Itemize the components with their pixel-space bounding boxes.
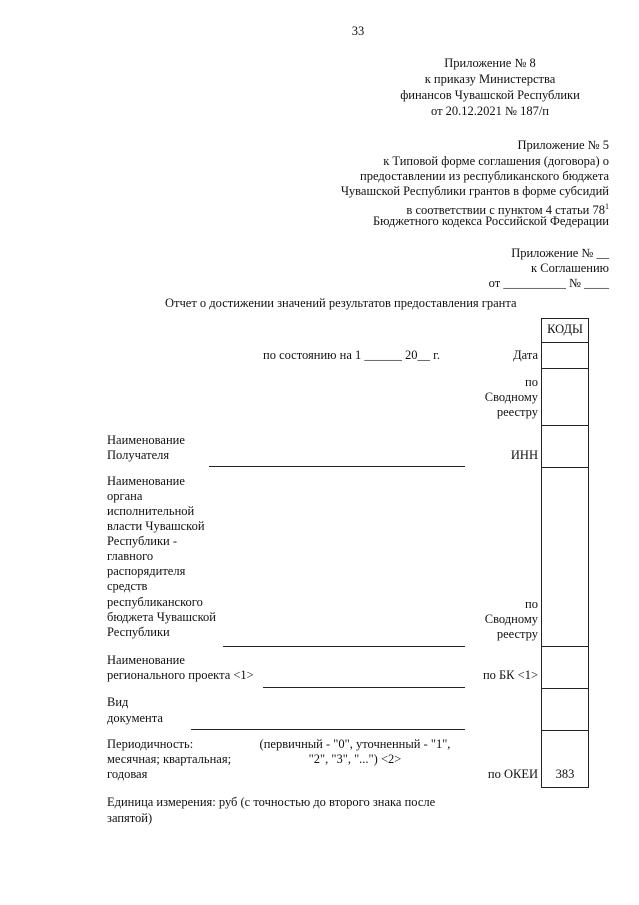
label-svod2-line1: по xyxy=(525,597,538,611)
superscript: 1 xyxy=(605,202,609,211)
appendix-8-line4: от 20.12.2021 № 187/п xyxy=(430,104,549,118)
recipient-label-2: Получателя xyxy=(107,448,170,462)
row-divider xyxy=(541,467,589,468)
appendix-5-line6: Бюджетного кодекса Российской Федерации xyxy=(373,214,609,228)
authority-label-4: власти Чувашской xyxy=(107,519,205,533)
authority-label-9: республиканского xyxy=(107,595,203,609)
row-divider xyxy=(541,730,589,731)
authority-label-1: Наименование xyxy=(107,474,185,488)
authority-label-6: главного xyxy=(107,549,154,563)
recipient-input-line[interactable] xyxy=(209,466,465,467)
doc-type-input-line[interactable] xyxy=(191,729,465,730)
authority-label-7: распорядителя xyxy=(107,564,186,578)
label-svod2-line2: Сводному xyxy=(484,612,538,626)
label-svod1-line2: Сводному xyxy=(484,390,538,404)
appendix-5-line2: к Типовой форме соглашения (договора) о xyxy=(383,154,609,168)
authority-label-10: бюджета Чувашской xyxy=(107,610,216,624)
doc-type-label-1: Вид xyxy=(107,695,129,709)
regional-project-label-2: регионального проекта <1> xyxy=(107,668,254,682)
doc-type-label-2: документа xyxy=(107,711,163,725)
periodicity-label-1: Периодичность: xyxy=(107,737,194,751)
label-bk: по БК <1> xyxy=(482,668,538,682)
agreement-line3: от __________ № ____ xyxy=(488,276,609,290)
authority-label-3: исполнительной xyxy=(107,504,195,518)
appendix-5-line4: Чувашской Республики грантов в форме субсидий xyxy=(340,184,609,198)
authority-label-2: органа xyxy=(107,489,143,503)
regional-project-input-line[interactable] xyxy=(263,687,465,688)
unit-line-2: запятой) xyxy=(107,811,153,825)
row-divider xyxy=(541,342,589,343)
label-svod1-line1: по xyxy=(525,375,538,389)
unit-line-1: Единица измерения: руб (с точностью до второго знака после xyxy=(107,795,436,809)
label-svod2-line3: реестру xyxy=(496,627,538,641)
periodicity-note-2: "2", "3", "...") <2> xyxy=(308,752,402,766)
codes-table-frame xyxy=(541,318,589,788)
regional-project-label-1: Наименование xyxy=(107,653,185,667)
row-divider xyxy=(541,368,589,369)
okei-code-value: 383 xyxy=(555,767,575,781)
label-okei: по ОКЕИ xyxy=(487,767,538,781)
periodicity-note-1: (первичный - "0", уточненный - "1", xyxy=(259,737,451,751)
codes-header: КОДЫ xyxy=(547,322,583,336)
authority-label-5: Республики - xyxy=(107,534,177,548)
row-divider xyxy=(541,688,589,689)
appendix-5-line3: предоставлении из республиканского бюджета xyxy=(360,169,609,183)
label-inn: ИНН xyxy=(510,448,538,462)
as-of-date: по состоянию на 1 ______ 20__ г. xyxy=(263,348,440,362)
appendix-8-line3: финансов Чувашской Республики xyxy=(400,88,580,102)
recipient-label-1: Наименование xyxy=(107,433,185,447)
authority-input-line[interactable] xyxy=(223,646,465,647)
report-title: Отчет о достижении значений результатов предоставления гранта xyxy=(165,296,517,310)
authority-label-11: Республики xyxy=(107,625,170,639)
label-svod1-line3: реестру xyxy=(496,405,538,419)
label-date: Дата xyxy=(513,348,538,362)
row-divider xyxy=(541,646,589,647)
row-divider xyxy=(541,425,589,426)
agreement-line1: Приложение № __ xyxy=(511,246,609,260)
page-number: 33 xyxy=(351,24,365,38)
authority-label-8: средств xyxy=(107,579,148,593)
periodicity-label-3: годовая xyxy=(107,767,148,781)
appendix-5-line5-text: в соответствии с пунктом 4 статьи 78 xyxy=(406,203,605,218)
periodicity-label-2: месячная; квартальная; xyxy=(107,752,232,766)
appendix-8-line1: Приложение № 8 xyxy=(444,56,536,70)
appendix-5-line1: Приложение № 5 xyxy=(517,138,609,152)
appendix-8-line2: к приказу Министерства xyxy=(424,72,556,86)
agreement-line2: к Соглашению xyxy=(531,261,609,275)
